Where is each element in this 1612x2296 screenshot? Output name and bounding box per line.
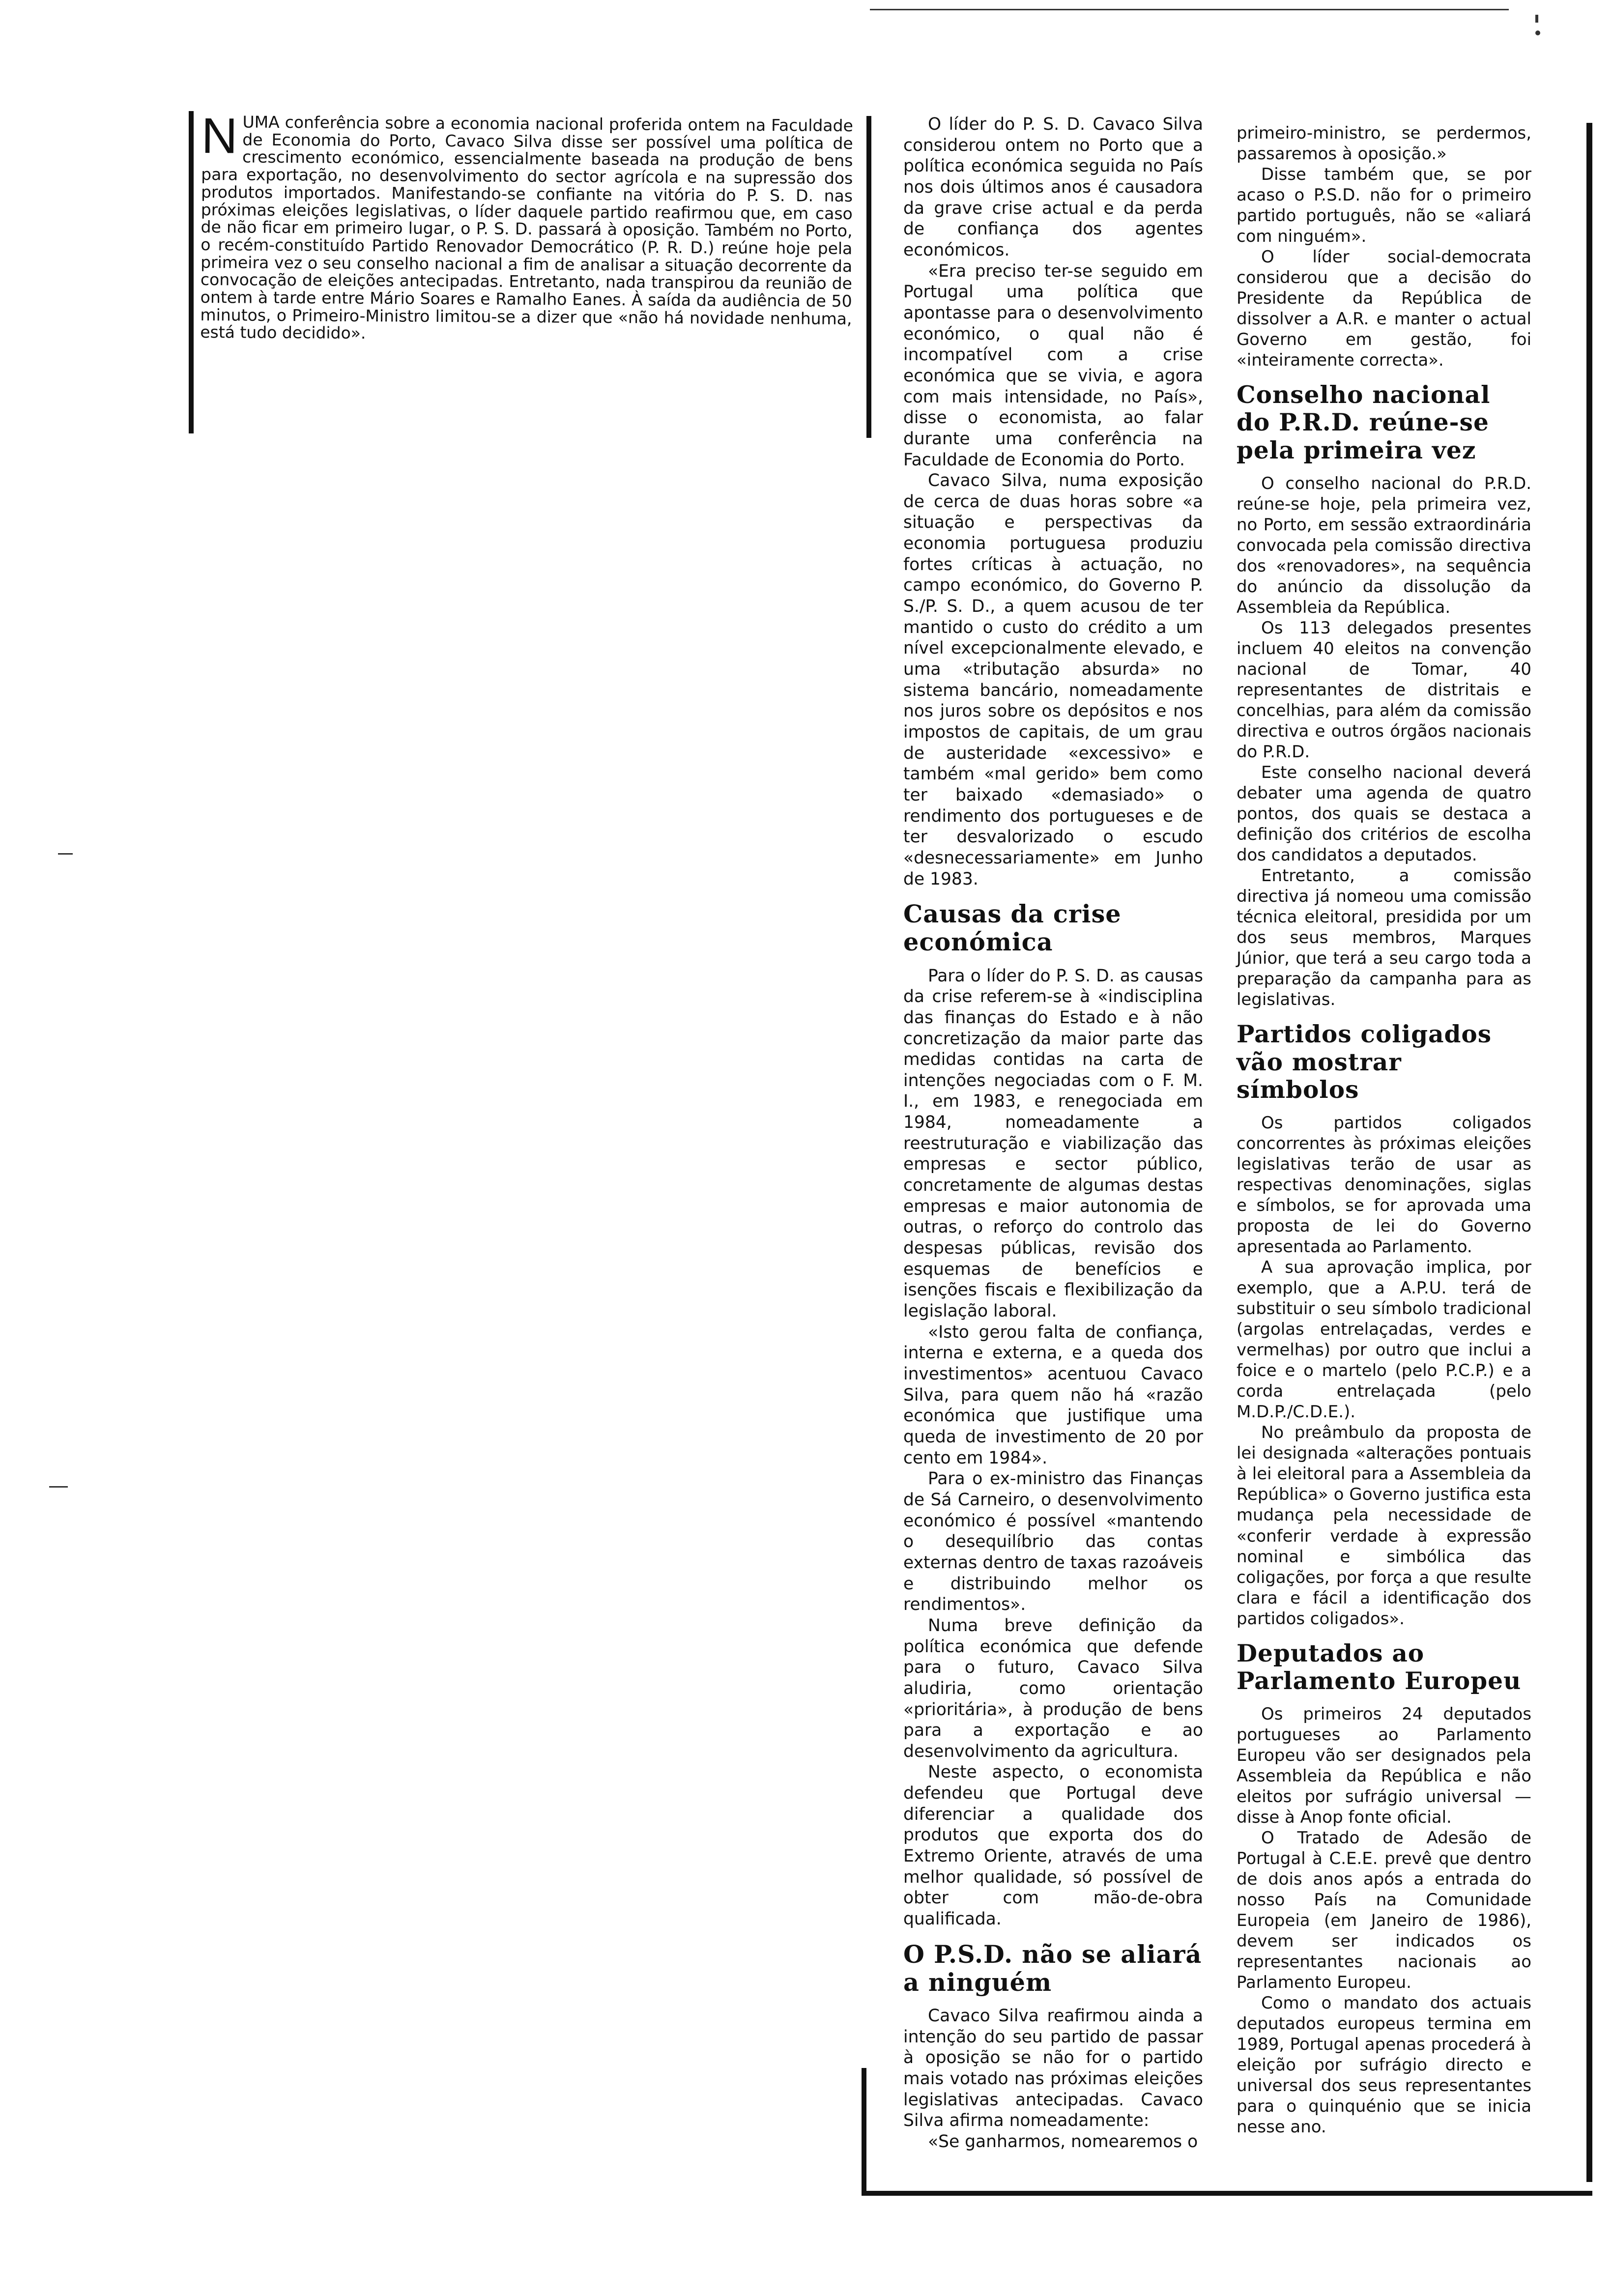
crop-mark-top-rule: [870, 9, 1509, 10]
lead-left-rule: [189, 111, 194, 433]
middle-paragraph: Cavaco Silva, numa exposição de cerca de duas horas sobre «a situação e perspectivas da economia portuguesa produziu fortes críticas à actuação, no campo económico, do Governo P. S./P. S. D., a quem acusou de ter mantido o custo do crédito a um nível excepcionalmente elevado, e uma «tributação absurda» no sistema bancário, nomeadamente nos juros sobre os depósitos e nos impostos de capitais, de um grau de austeridade «excessivo» e também «mal gerido» bem como ter baixado «demasiado» o rendimento dos portugueses e de ter desvalorizado o escudo «desnecessariamente» em Junho de 1983.: [903, 471, 1203, 889]
partidos-paragraph: Os partidos coligados concorrentes às próximas eleições legislativas terão de usar as respectivas denominações, siglas e símbolos, se for aprovada uma proposta de lei do Governo apresentada ao Parlamento.: [1237, 1113, 1531, 1257]
right-edge-rule: [1586, 123, 1592, 2182]
causas-paragraph: Neste aspecto, o economista defendeu que Portugal deve diferenciar a qualidade dos produtos que exporta dos do Extremo Oriente, através de uma melhor qualidade, só possível de obter com mão-de-obra qualificada.: [903, 1762, 1203, 1929]
deputados-paragraph: Os primeiros 24 deputados portugueses ao Parlamento Europeu vão ser designados pela Assembleia da República e não eleitos por sufrágio universal — disse à Anop fonte oficial.: [1237, 1704, 1531, 1828]
psd-paragraph: Cavaco Silva reafirmou ainda a intenção do seu partido de passar à oposição se não for o partido mais votado nas próximas eleições legislativas antecipadas. Cavaco Silva afirma nomeadamente:: [903, 2006, 1203, 2131]
deputados-paragraph: Como o mandato dos actuais deputados europeus termina em 1989, Portugal apenas procederá à eleição por sufrágio directo e universal dos seus representantes para o quinquénio que se inicia nesse ano.: [1237, 1993, 1531, 2137]
partidos-paragraph: A sua aprovação implica, por exemplo, que a A.P.U. terá de substituir o seu símbolo tradicional (argolas entrelaçadas, verdes e vermelhas) por outro que inclui a foice e o martelo (pelo P.C.P.) e a corda entrelaçada (pelo M.D.P./C.D.E.).: [1237, 1258, 1531, 1422]
crop-mark-top-dot: [1535, 15, 1538, 23]
heading-deputados: Deputados ao Parlamento Europeu: [1237, 1639, 1522, 1695]
column-middle: [903, 114, 1203, 2217]
prd-paragraph: O conselho nacional do P.R.D. reúne-se hoje, pela primeira vez, no Porto, em sessão extraordinária convocada pela comissão directiva dos «renovadores», na sequência do anúncio da dissolução da Assembleia da República.: [1237, 473, 1531, 618]
causas-paragraph: Para o líder do P. S. D. as causas da crise referem-se à «indisciplina das finanças do Estado e à não concretização da maior parte das medidas contidas na carta de intenções negociadas com o F. M. I., em 1983, e renegociada em 1984, nomeadamente a reestruturação e viabilização das empresas e sector público, concretamente de algumas destas empresas e maior autonomia de outras, o reforço do controlo das despesas públicas, revisão dos esquemas de benefícios e isenções fiscais e flexibilização da legislação laboral.: [903, 966, 1203, 1321]
middle-bottom-left-rule: [862, 2068, 866, 2194]
prd-paragraph: Entretanto, a comissão directiva já nomeou uma comissão técnica eleitoral, presidida por um dos seus membros, Marques Júnior, que terá a seu cargo toda a preparação da campanha para as legislativas.: [1237, 866, 1531, 1010]
heading-prd: Conselho nacional do P.R.D. reúne-se pela primeira vez: [1237, 381, 1491, 464]
psd-paragraph: «Se ganharmos, nomearemos o: [928, 2131, 1198, 2152]
crop-mark-left: [49, 1486, 68, 1488]
causas-paragraph: «Isto gerou falta de confiança, interna e externa, e a queda dos investimentos» acentuou Cavaco Silva, para quem não há «razão económica que justifique uma queda de investimento de 20 por cento em 1984».: [903, 1322, 1203, 1468]
bottom-rule: [862, 2191, 1592, 2196]
heading-causas: Causas da crise económica: [903, 900, 1122, 957]
lead-drop-cap: N: [201, 108, 238, 164]
causas-paragraph: Numa breve definição da política económica que defende para o futuro, Cavaco Silva aludiria, como orientação «prioritária», à produção de bens para a exportação e ao desenvolvimento da agricultura.: [903, 1615, 1203, 1761]
causas-paragraph: Para o ex-ministro das Finanças de Sá Carneiro, o desenvolvimento económico é possível «mantendo o desequilíbrio das contas externas dentro de taxas razoáveis e distribuindo melhor os rendimentos».: [903, 1469, 1203, 1615]
crop-mark-top-dot: [1535, 30, 1540, 35]
right-paragraph: primeiro-ministro, se perdermos, passaremos à oposição.»: [1237, 123, 1531, 164]
heading-partidos: Partidos coligados vão mostrar símbolos: [1237, 1020, 1492, 1104]
right-paragraph: Disse também que, se por acaso o P.S.D. não for o primeiro partido português, não se «aliará com ninguém».: [1237, 165, 1531, 247]
column-right: [1237, 123, 1531, 2182]
middle-left-rule: [866, 116, 871, 438]
prd-paragraph: Este conselho nacional deverá debater uma agenda de quatro pontos, dos quais se destaca a definição dos critérios de escolha dos candidatos a deputados.: [1237, 763, 1531, 865]
lead-text: UMA conferência sobre a economia nacional proferida ontem na Faculdade de Economia do Porto, Cavaco Silva disse ser possível uma política de crescimento económico, essencialmente baseada na produção de bens para exportação, no desenvolvimento do sector agrícola e na supressão dos produtos importados. Manifestando-se confiante na vitória do P. S. D. nas próximas eleições legislativas, o líder daquele partido reafirmou que, em caso de não ficar em primeiro lugar, o P. S. D. passará à oposição. Também no Porto, o recém-constituído Partido Renovador Democrático (P. R. D.) reúne hoje pela primeira vez o seu conselho nacional a fim de analisar a situação decorrente da convocação de eleições antecipadas. Entretanto, nada transpirou da reunião de ontem à tarde entre Mário Soares e Ramalho Eanes. À saída da audiência de 50 minutos, o Primeiro-Ministro limitou-se a dizer que «não há novidade nenhuma, está tudo decidido».: [200, 112, 853, 343]
partidos-paragraph: No preâmbulo da proposta de lei designada «alterações pontuais à lei eleitoral para a Assembleia da República» o Governo justifica esta mudança pela necessidade de «conferir verdade à expressão nominal e simbólica das coligações, por força a que resulte clara e fácil a identificação dos partidos coligados».: [1237, 1423, 1531, 1629]
lead-article: [200, 108, 853, 436]
right-paragraph: O líder social-democrata considerou que a decisão do Presidente da República de dissolver a A.R. e manter o actual Governo em gestão, foi «inteiramente correcta».: [1237, 247, 1531, 371]
heading-psd: O P.S.D. não se aliará a ninguém: [903, 1940, 1202, 1997]
crop-mark-left: [58, 853, 73, 855]
prd-paragraph: Os 113 delegados presentes incluem 40 eleitos na convenção nacional de Tomar, 40 representantes de distritais e concelhias, para além da comissão directiva e outros órgãos nacionais do P.R.D.: [1237, 618, 1531, 762]
middle-paragraph: «Era preciso ter-se seguido em Portugal uma política que apontasse para o desenvolvimento económico, o qual não é incompatível com a crise económica que se vivia, e agora com mais intensidade, no País», disse o economista, ao falar durante uma conferência na Faculdade de Economia do Porto.: [903, 261, 1203, 470]
middle-paragraph: O líder do P. S. D. Cavaco Silva considerou ontem no Porto que a política económica seguida no País nos dois últimos anos é causadora da grave crise actual e da perda de confiança dos agentes económicos.: [903, 115, 1203, 260]
deputados-paragraph: O Tratado de Adesão de Portugal à C.E.E. prevê que dentro de dois anos após a entrada do nosso País na Comunidade Europeia (em Janeiro de 1986), devem ser indicados os representantes nacionais ao Parlamento Europeu.: [1237, 1828, 1531, 1993]
